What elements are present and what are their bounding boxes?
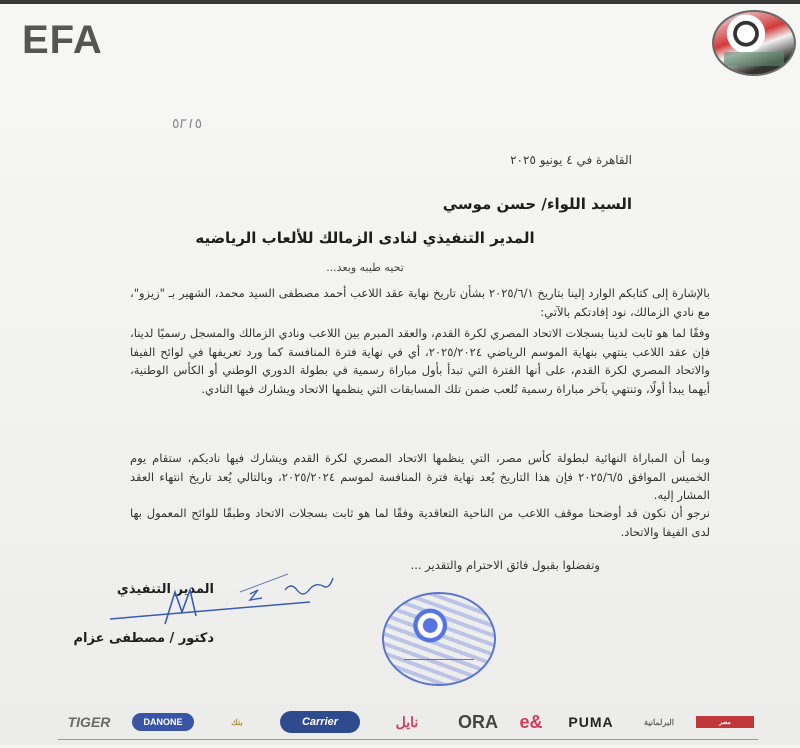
sponsor-bar: [58, 708, 798, 736]
signatory-title: المدير التنفيذي: [116, 582, 214, 597]
subject-line: المدير التنفيذي لنادى الزمالك للألعاب الرياضيه: [195, 229, 535, 247]
addressee: السيد اللواء/ حسن موسي: [442, 195, 632, 213]
letter-date: القاهرة في ٤ يونيو ٢٠٢٥: [510, 153, 632, 167]
sponsor-logo-arabic: نايل: [395, 713, 419, 730]
handwritten-signature-icon: [90, 564, 350, 634]
sponsor-logo-tiger: TIGER: [67, 714, 111, 730]
sponsor-logo-danone: DANONE: [132, 713, 194, 731]
sponsor-logo-bank: بنك: [231, 717, 243, 727]
sponsor-logo-red: مصر: [696, 716, 754, 728]
closing-line: وتفضلوا بقبول فائق الاحترام والتقدير ...: [410, 558, 600, 572]
sponsor-logo-arabic-2: البرلمانية: [644, 717, 674, 727]
sponsor-logo-ora: ORA: [458, 711, 498, 732]
paragraph-4: نرجو أن نكون قد أوضحنا موقف اللاعب من الناحية التعاقدية وفقًا لما هو ثابت بسجلات الاتحاد وطبقًا للوائح المعمول بها لدى الفيفا والاتحاد.: [130, 506, 710, 539]
official-stamp-icon: [382, 592, 496, 686]
paragraph-3: وبما أن المباراة النهائية لبطولة كأس مصر، التي ينظمها الاتحاد المصري لكرة القدم ويشارك فيها ناديكم، ستقام يوم الخميس الموافق ٢٠٢٥/٦/٥ فإن هذا التاريخ يُعد نهاية فترة المنافسة لموسم ٢٠٢٥/٢٠٢٤، وبالتالي يُعد تاريخ انتهاء العقد المشار إليه.: [130, 451, 710, 502]
paragraph-2: وفقًا لما هو ثابت لدينا بسجلات الاتحاد المصري لكرة القدم، والعقد المبرم بين اللاعب ونادي الزمالك والمسجل رسميًا لدينا، فإن عقد اللاعب ينتهي بنهاية الموسم الرياضي ٢٠٢٥/٢٠٢٤، أي في نهاية فترة المنافسة كما ورد تعريفها في لوائح الفيفا والاتحاد المصري لكرة القدم، على أنها الفترة التي تبدأ بأول مباراة رسمية في بطولة الدوري الوطني أو الكأس الوطنية، أيهما يبدأ أولًا، وتنتهي بآخر مباراة رسمية تُلعب ضمن تلك المسابقات التي ينظمها الاتحاد ويشارك فيها النادي.: [130, 326, 710, 396]
reference-number: ٥١٦٥: [172, 116, 203, 132]
footer-divider: [58, 739, 758, 740]
paragraph-1: بالإشارة إلى كتابكم الوارد إلينا بتاريخ ٢٠٢٥/٦/١ بشأن تاريخ نهاية عقد اللاعب أحمد مصطفى السيد محمد، الشهير بـ "زيزو"، مع نادي الزمالك، نود إفادتكم بالآتي:: [130, 286, 711, 319]
sponsor-logo-carrier: Carrier: [280, 711, 360, 733]
efa-logo: EFA: [22, 18, 103, 62]
letter-page: [0, 4, 800, 745]
sponsor-logo-puma: PUMA: [568, 714, 614, 730]
efa-crest-icon: [712, 10, 796, 76]
sponsor-logo-eand: e&: [519, 711, 543, 732]
signatory-name: دكتور / مصطفى عزام: [73, 631, 214, 646]
footer-contact-text: [58, 742, 758, 748]
greeting: تحيه طيبه وبعد...: [326, 261, 404, 274]
